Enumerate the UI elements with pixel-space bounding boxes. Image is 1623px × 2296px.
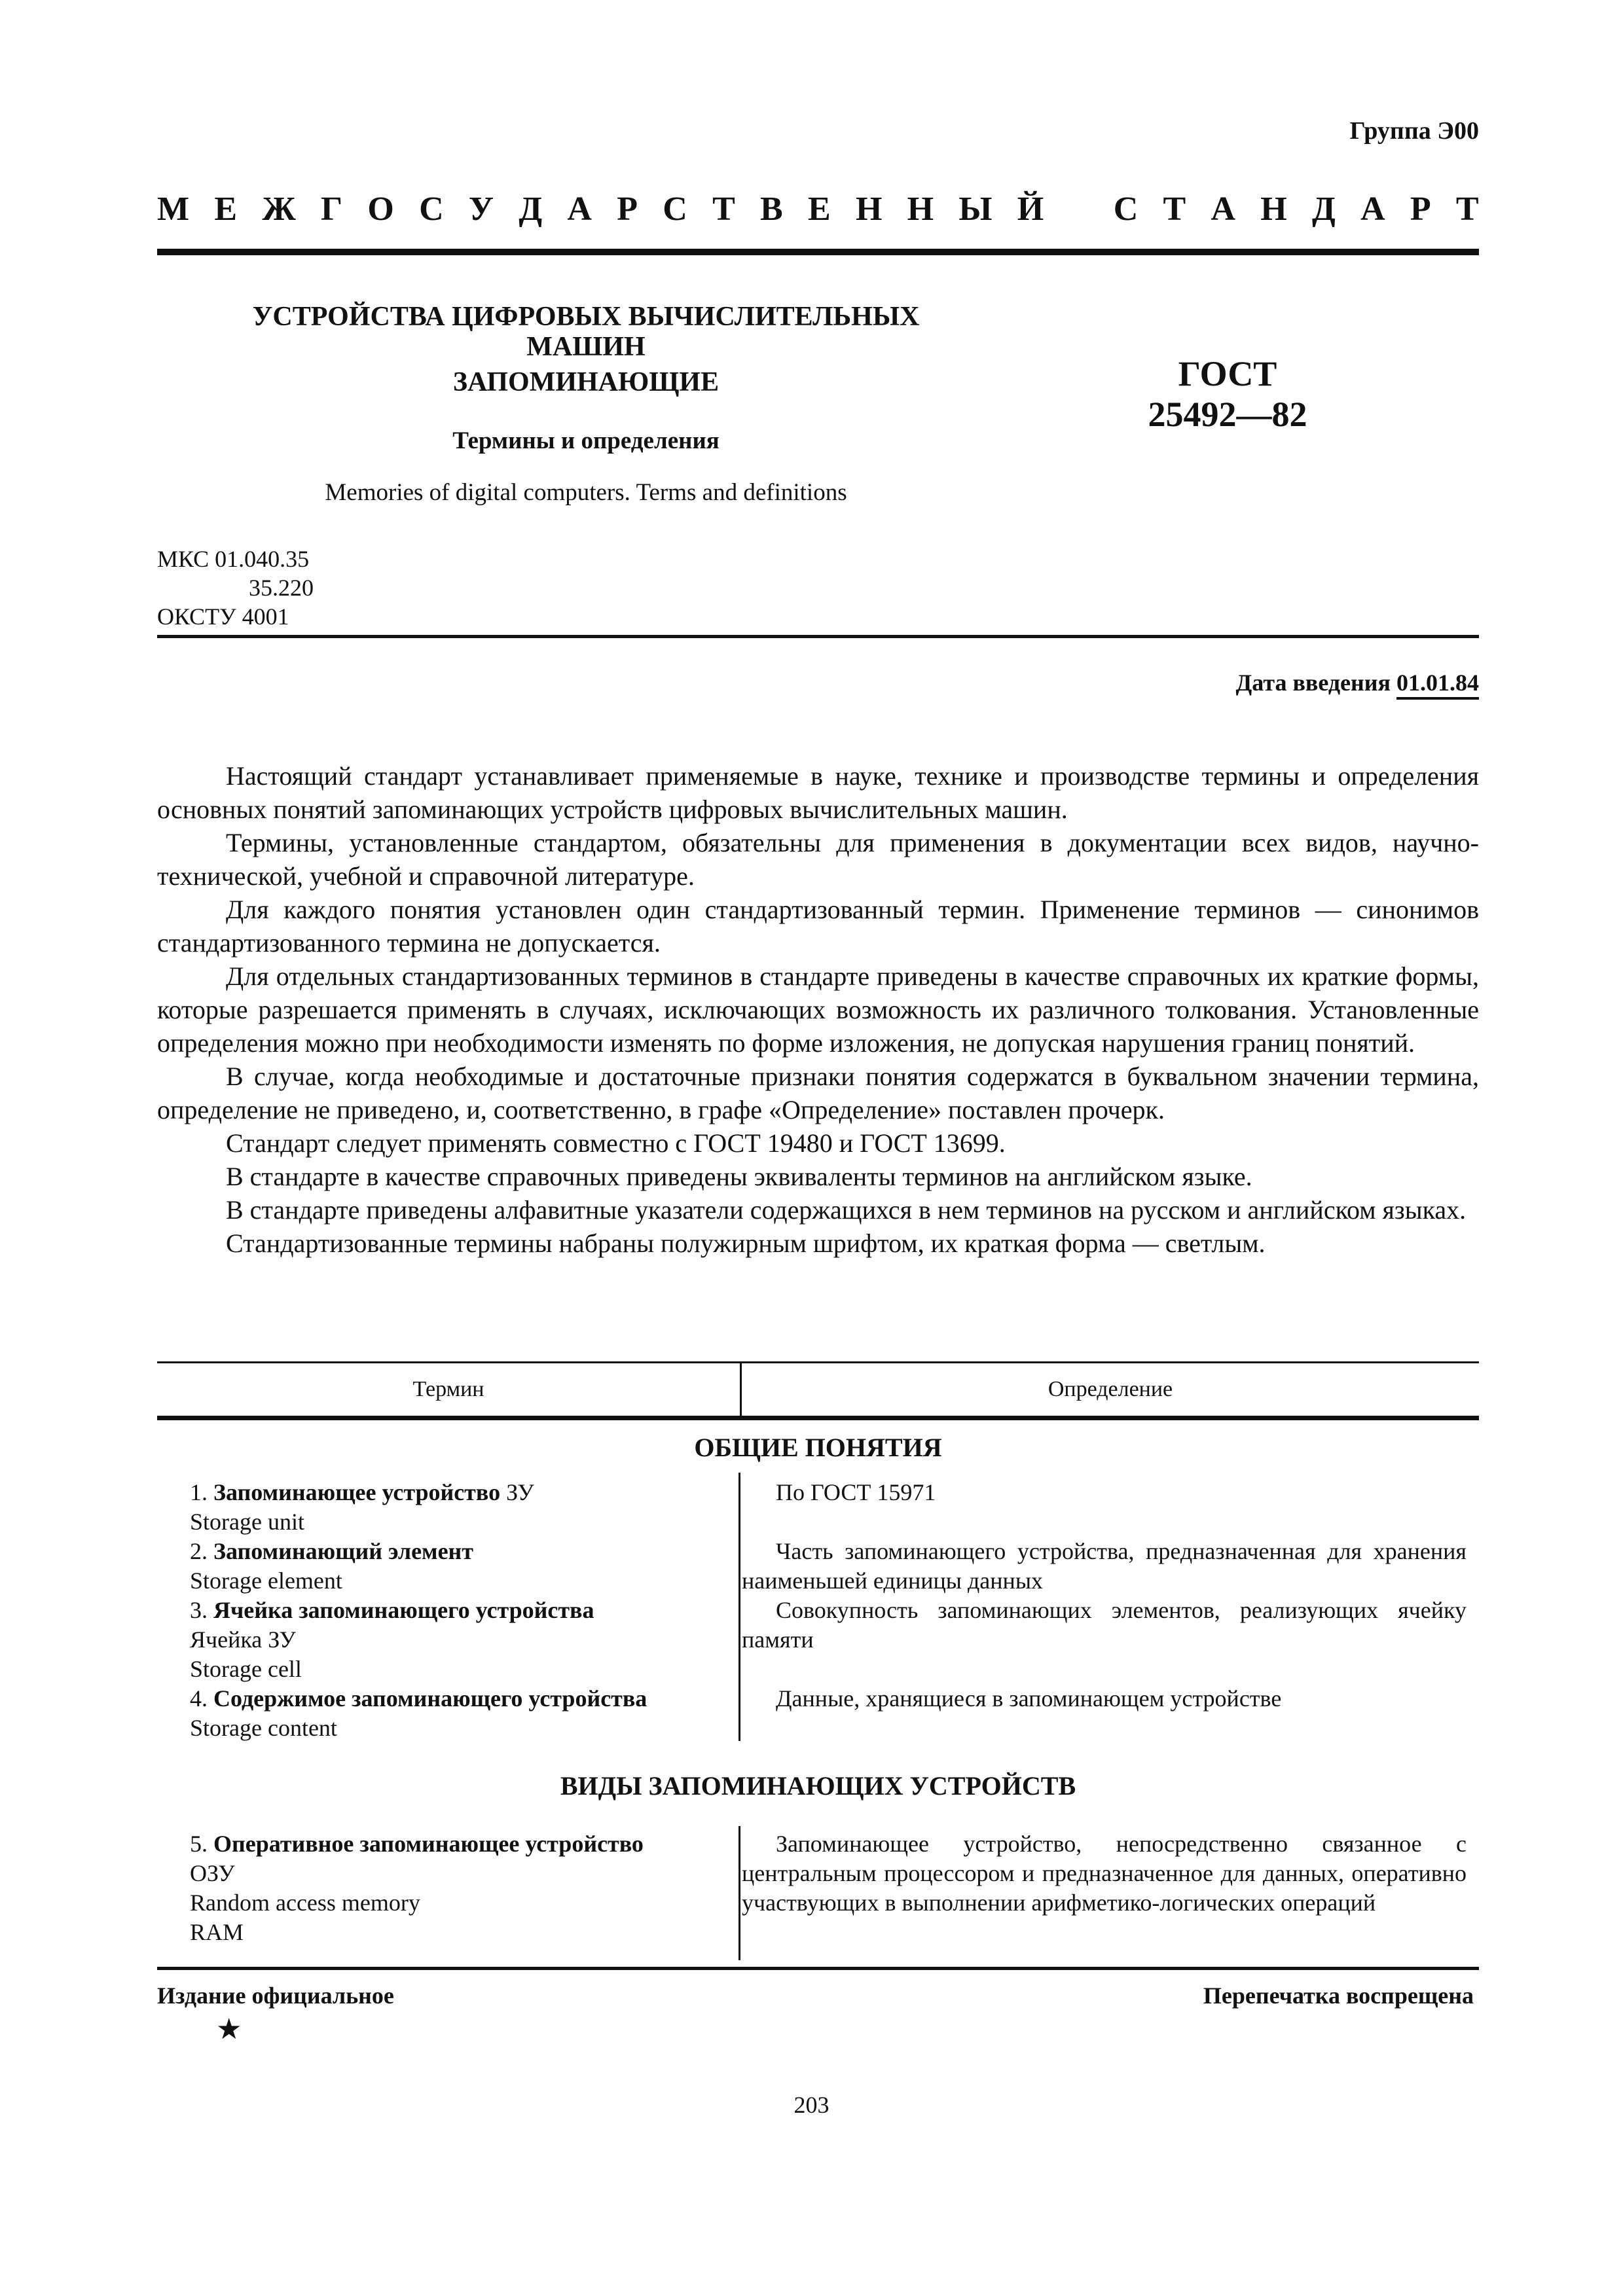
term-name: Запоминающее устройство xyxy=(213,1479,501,1505)
term-name: Оперативное запоминающее устройство xyxy=(213,1831,644,1857)
classification-rule xyxy=(157,635,1479,638)
term-entry xyxy=(190,1596,727,1684)
definition-text: Часть запоминающего устройства, предназначенная для хранения наименьшей единицы данных xyxy=(742,1538,1467,1594)
column-header-definition: Определение xyxy=(740,1363,1479,1416)
term-short-form: ОЗУ xyxy=(190,1860,235,1886)
reprint-prohibited-label: Перепечатка воспрещена xyxy=(1203,1982,1474,2009)
term-english: Storage unit xyxy=(190,1509,304,1535)
column-divider xyxy=(739,1826,740,1960)
heading-letter: Е xyxy=(807,190,831,228)
term-number: 2. xyxy=(190,1538,208,1564)
paragraph: Термины, установленные стандартом, обязательны для применения в документации всех видов, научно-технической, учебной и справочной литературе. xyxy=(157,828,1479,891)
title-english: Memories of digital computers. Terms and definitions xyxy=(325,479,847,506)
term-name: Запоминающий элемент xyxy=(213,1538,473,1564)
heading-letter: Ж xyxy=(262,190,296,228)
heading-letter: Н xyxy=(1260,190,1287,228)
term-number: 3. xyxy=(190,1597,208,1623)
definition-entry xyxy=(742,1596,1467,1655)
definition-text: Данные, хранящиеся в запоминающем устройстве xyxy=(776,1685,1282,1712)
heading-letter: А xyxy=(567,190,592,228)
paragraph: Для каждого понятия установлен один стандартизованный термин. Применение терминов — синонимов стандартизованного термина не допускается. xyxy=(157,895,1479,958)
gost-number xyxy=(1054,353,1401,435)
okstu-code: ОКСТУ 4001 xyxy=(157,603,289,630)
term-entry xyxy=(190,1829,727,1947)
heading-letter: С xyxy=(663,190,687,228)
term-english: Storage cell xyxy=(190,1656,302,1682)
top-rule xyxy=(157,249,1479,255)
bottom-rule xyxy=(157,1967,1479,1970)
heading-letter: Д xyxy=(519,190,543,228)
intro-date-value: 01.01.84 xyxy=(1396,670,1479,700)
section-title-general: ОБЩИЕ ПОНЯТИЯ xyxy=(694,1433,942,1462)
definition-entry xyxy=(742,1537,1467,1596)
term-english-abbreviation: RAM xyxy=(190,1919,244,1945)
paragraph: В случае, когда необходимые и достаточные признаки понятия содержатся в буквальном значении термина, определение не приведено, и, соответственно, в графе «Определение» поставлен прочерк. xyxy=(157,1062,1479,1124)
interstate-standard-heading xyxy=(157,190,1479,228)
heading-letter: С xyxy=(419,190,444,228)
heading-letter: У xyxy=(468,190,494,228)
heading-letter: Ы xyxy=(958,190,993,228)
paragraph: Стандарт следует применять совместно с ГОСТ 19480 и ГОСТ 13699. xyxy=(226,1128,1006,1158)
paragraph: В стандарте приведены алфавитные указатели содержащихся в нем терминов на русском и английском языках. xyxy=(226,1195,1467,1225)
heading-letter: Г xyxy=(321,190,343,228)
definition-entry xyxy=(742,1829,1467,1918)
column-divider xyxy=(739,1473,740,1741)
heading-letter: М xyxy=(157,190,190,228)
heading-letter: Р xyxy=(617,190,638,228)
heading-letter: О xyxy=(367,190,394,228)
mks-code-1: МКС 01.040.35 xyxy=(157,546,310,572)
heading-letter: Т xyxy=(1163,190,1186,228)
term-number: 4. xyxy=(190,1685,208,1712)
heading-letter: С xyxy=(1113,190,1139,228)
term-name: Содержимое запоминающего устройства xyxy=(213,1685,647,1712)
definition-entry xyxy=(742,1478,1467,1507)
paragraph: В стандарте в качестве справочных приведены эквиваленты терминов на английском языке. xyxy=(226,1162,1252,1191)
heading-letter: В xyxy=(760,190,783,228)
heading-letter: Т xyxy=(712,190,735,228)
classification-codes xyxy=(157,545,314,631)
star-icon: ★ xyxy=(216,2013,242,2045)
section-title-types: ВИДЫ ЗАПОМИНАЮЩИХ УСТРОЙСТВ xyxy=(560,1771,1076,1801)
heading-letter: Д xyxy=(1312,190,1336,228)
group-code: Группа Э00 xyxy=(1349,117,1479,145)
paragraph: Стандартизованные термины набраны полужирным шрифтом, их краткая форма — светлым. xyxy=(226,1229,1266,1258)
term-entry xyxy=(190,1537,727,1596)
title-line-1: УСТРОЙСТВА ЦИФРОВЫХ ВЫЧИСЛИТЕЛЬНЫХ xyxy=(252,302,920,332)
official-edition-label: Издание официальное xyxy=(157,1982,394,2009)
gost-code: 25492—82 xyxy=(1148,395,1307,434)
heading-gap xyxy=(1068,190,1088,228)
title-block xyxy=(157,301,1015,507)
introduction-date xyxy=(1236,669,1480,696)
term-english: Storage element xyxy=(190,1568,342,1594)
heading-letter: Н xyxy=(907,190,934,228)
heading-letter: А xyxy=(1211,190,1236,228)
definition-text: Совокупность запоминающих элементов, реализующих ячейку памяти xyxy=(742,1597,1467,1653)
table-header xyxy=(157,1361,1479,1420)
definition-text: Запоминающее устройство, непосредственно связанное с центральным процессором и предназначенное для данных, оперативно участвующих в выполнении арифметико-логических операций xyxy=(742,1831,1467,1916)
column-header-term: Термин xyxy=(412,1377,484,1401)
heading-letter: Р xyxy=(1410,190,1431,228)
heading-letter: Т xyxy=(1455,190,1479,228)
intro-paragraphs xyxy=(157,759,1479,1260)
title-line-3: ЗАПОМИНАЮЩИЕ xyxy=(452,367,720,397)
title-subtitle: Термины и определения xyxy=(452,427,720,454)
term-name: Ячейка запоминающего устройства xyxy=(213,1597,594,1623)
definition-text: По ГОСТ 15971 xyxy=(776,1479,936,1505)
mks-code-2: 35.220 xyxy=(249,575,314,601)
term-english: Storage content xyxy=(190,1715,337,1741)
heading-letter: А xyxy=(1360,190,1385,228)
paragraph: Для отдельных стандартизованных терминов в стандарте приведены в качестве справочных их краткие формы, которые разрешается применять в случаях, исключающих возможность их различного толкования. Установленные определения можно при необходимости изменять по форме изложения, не допуская нарушения границ понятий. xyxy=(157,961,1479,1058)
term-entry xyxy=(190,1478,727,1537)
term-english: Random access memory xyxy=(190,1890,420,1916)
definition-entry xyxy=(742,1684,1467,1713)
heading-letter: Й xyxy=(1017,190,1044,228)
heading-letter: Н xyxy=(855,190,883,228)
page-number: 203 xyxy=(793,2092,830,2118)
term-abbreviation: ЗУ xyxy=(500,1479,534,1505)
gost-label: ГОСТ xyxy=(1178,354,1277,393)
term-short-form: Ячейка ЗУ xyxy=(190,1626,296,1653)
paragraph: Настоящий стандарт устанавливает применяемые в науке, технике и производстве термины и определения основных понятий запоминающих устройств цифровых вычислительных машин. xyxy=(157,761,1479,824)
intro-date-label: Дата введения xyxy=(1235,670,1391,696)
term-entry xyxy=(190,1684,727,1743)
heading-letter: Е xyxy=(214,190,238,228)
title-line-2: МАШИН xyxy=(526,332,646,362)
term-number: 1. xyxy=(190,1479,208,1505)
term-number: 5. xyxy=(190,1831,208,1857)
